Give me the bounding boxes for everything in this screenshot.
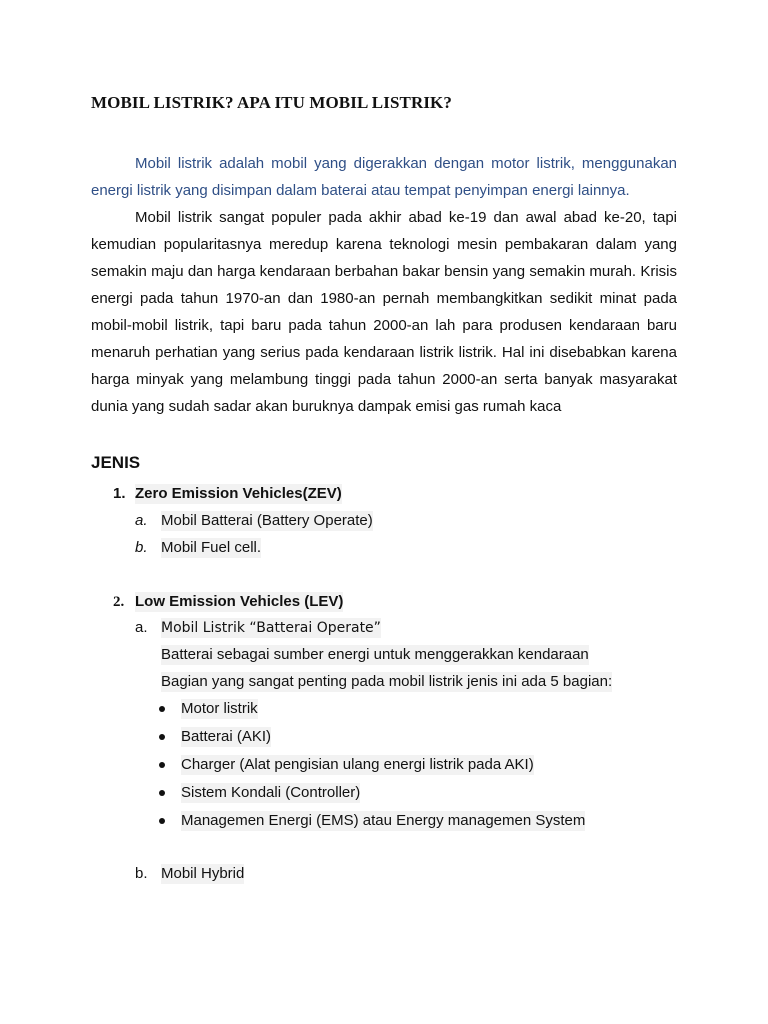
bullet-item: Motor listrik (181, 700, 258, 717)
section2-item-b: Mobil Hybrid (161, 865, 245, 882)
section1-title: Zero Emission Vehicles(ZEV) (135, 485, 342, 502)
history-paragraph: Mobil listrik sangat populer pada akhir abad ke-19 dan awal abad ke-20, tapi kemudian popularitasnya meredup karena teknologi mesin pembakaran dalam yang semakin maju dan harga kendaraan berbahan bakar bensin yang semakin murah. Krisis energi pada tahun 1970-an dan 1980-an pernah membangkitkan sedikit minat pada mobil-mobil listrik, tapi baru pada tahun 2000-an lah para produsen kendaraan baru menaruh perhatian yang serius pada kendaraan listrik listrik. Hal ini disebabkan karena harga minyak yang melambung tinggi pada tahun 2000-an serta banyak masyarakat dunia yang sudah sadar akan buruknya dampak emisi gas rumah kaca (91, 209, 677, 415)
bullet-dot (159, 734, 165, 740)
section-heading-jenis: JENIS (91, 453, 141, 472)
bullet-dot (159, 790, 165, 796)
section1-number: 1. (113, 485, 126, 502)
bullet-dot (159, 706, 165, 712)
section1-item-b: Mobil Fuel cell. (161, 539, 262, 556)
section2-item-b-marker: b. (135, 865, 148, 882)
section2-item-a: Mobil Listrik “Batterai Operate” (161, 620, 381, 636)
bullet-dot (159, 818, 165, 824)
section1-item-b-marker: b. (135, 539, 148, 556)
document-title: MOBIL LISTRIK? APA ITU MOBIL LISTRIK? (91, 93, 452, 112)
section1-item-a-marker: a. (135, 512, 148, 529)
bullet-item: Sistem Kondali (Controller) (181, 784, 361, 801)
section2-number: 2. (113, 594, 125, 610)
section2-item-a-line2: Bagian yang sangat penting pada mobil listrik jenis ini ada 5 bagian: (161, 673, 613, 690)
bullet-dot (159, 762, 165, 768)
section2-item-a-marker: a. (135, 619, 148, 636)
section2-item-a-line1: Batterai sebagai sumber energi untuk menggerakkan kendaraan (161, 646, 589, 663)
bullet-item: Managemen Energi (EMS) atau Energy managemen System (181, 812, 586, 829)
bullet-item: Charger (Alat pengisian ulang energi listrik pada AKI) (181, 756, 534, 773)
intro-paragraph: Mobil listrik adalah mobil yang digerakkan dengan motor listrik, menggunakan energi listrik yang disimpan dalam baterai atau tempat penyimpan energi lainnya. (91, 155, 677, 199)
section2-title: Low Emission Vehicles (LEV) (135, 593, 344, 610)
bullet-item: Batterai (AKI) (181, 728, 272, 745)
section1-item-a: Mobil Batterai (Battery Operate) (161, 512, 373, 529)
